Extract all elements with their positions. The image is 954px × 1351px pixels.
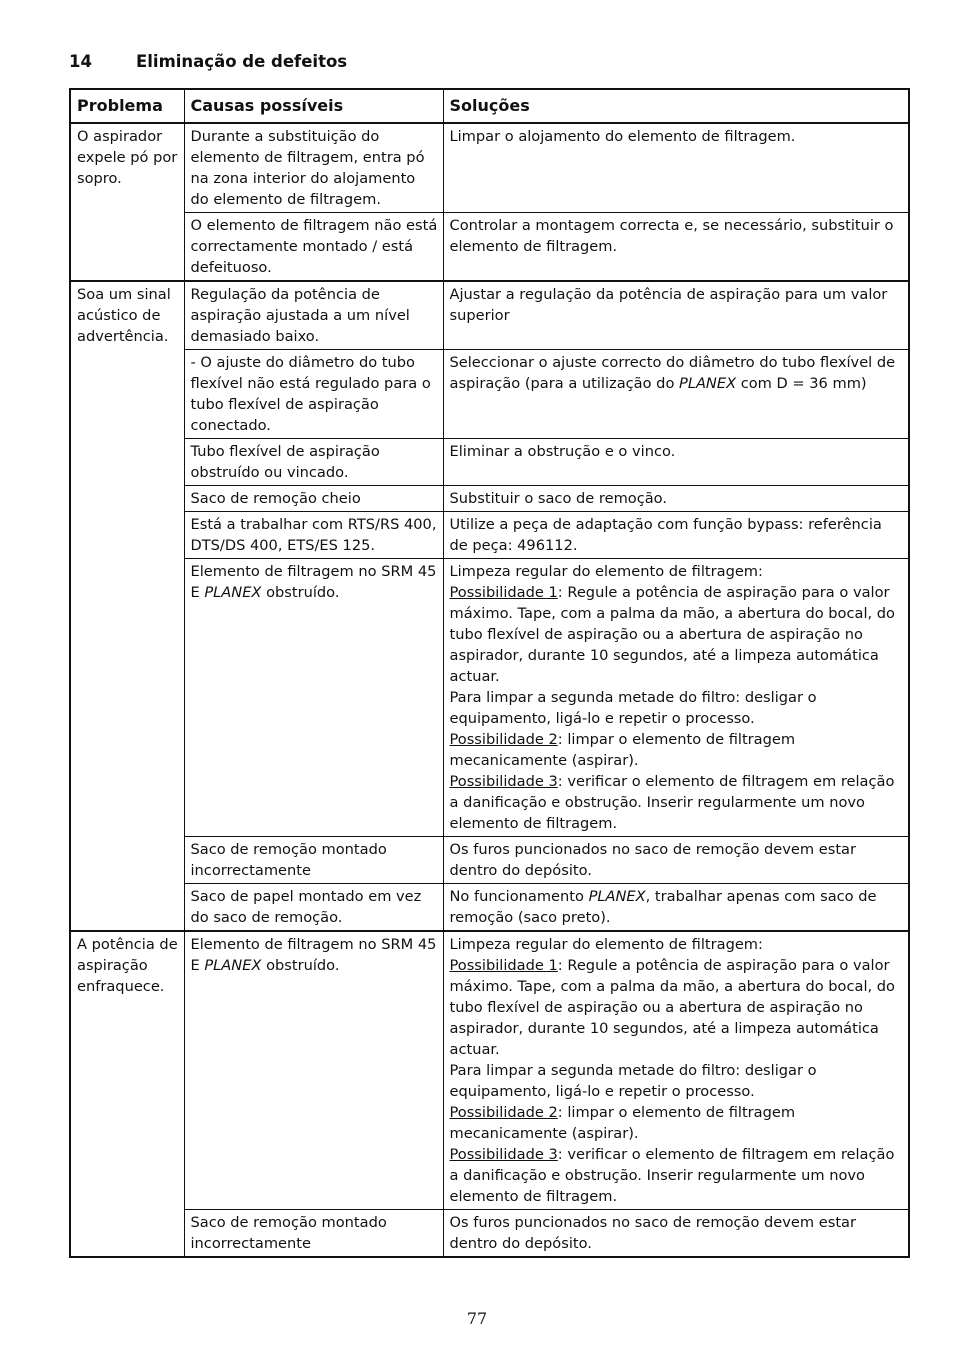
cause-cell: - O ajuste do diâmetro do tubo flexível não está regulado para o tubo flexível de aspiração conectado. — [184, 350, 443, 439]
solution-paragraph: Seleccionar o ajuste correcto do diâmetro do tubo flexível de aspiração (para a utilização do PLANEX com D = 36 mm) — [449, 354, 896, 392]
table-header-row — [70, 89, 909, 123]
solution-paragraph: Possibilidade 2: limpar o elemento de filtragem mecanicamente (aspirar). — [449, 731, 796, 769]
cause-cell: Regulação da potência de aspiração ajustada a um nível demasiado baixo. — [184, 281, 443, 350]
solution-paragraph: Os furos puncionados no saco de remoção devem estar dentro do depósito. — [449, 841, 856, 879]
header-causes: Causas possíveis — [184, 89, 443, 123]
solution-cell — [443, 281, 909, 350]
table-row — [70, 486, 909, 512]
solution-paragraph: Possibilidade 3: verificar o elemento de filtragem em relação a danificação e obstrução. Inserir regularmente um novo elemento de filtragem. — [449, 1146, 895, 1205]
solution-cell — [443, 837, 909, 884]
table-row — [70, 559, 909, 837]
cause-cell: Saco de remoção cheio — [184, 486, 443, 512]
solution-paragraph: Utilize a peça de adaptação com função bypass: referência de peça: 496112. — [449, 516, 882, 554]
table-row — [70, 281, 909, 350]
cause-cell: Saco de remoção montado incorrectamente — [184, 1210, 443, 1258]
table-row — [70, 123, 909, 213]
solution-paragraph: Controlar a montagem correcta e, se necessário, substituir o elemento de filtragem. — [449, 217, 894, 255]
table-row — [70, 439, 909, 486]
problem-cell: O aspirador expele pó por sopro. — [70, 123, 184, 281]
solution-cell — [443, 350, 909, 439]
solution-paragraph: Possibilidade 1: Regule a potência de aspiração para o valor máximo. Tape, com a palma da mão, a abertura do bocal, do tubo flexível de aspiração ou a abertura de aspiração no aspirador, durante 10 segundos, até a limpeza automática actuar. — [449, 957, 895, 1058]
solution-paragraph: Ajustar a regulação da potência de aspiração para um valor superior — [449, 286, 888, 324]
page-number: 77 — [466, 1309, 488, 1328]
solution-cell — [443, 1210, 909, 1258]
table-row — [70, 512, 909, 559]
solution-cell — [443, 512, 909, 559]
solution-paragraph: Possibilidade 2: limpar o elemento de filtragem mecanicamente (aspirar). — [449, 1104, 796, 1142]
section-title: Eliminação de defeitos — [136, 52, 348, 71]
cause-cell: Tubo flexível de aspiração obstruído ou vincado. — [184, 439, 443, 486]
solution-cell — [443, 559, 909, 837]
problem-cell: A potência de aspiração enfraquece. — [70, 931, 184, 1257]
section-number: 14 — [69, 52, 92, 71]
solution-paragraph: Eliminar a obstrução e o vinco. — [449, 443, 676, 460]
solution-paragraph: Possibilidade 3: verificar o elemento de filtragem em relação a danificação e obstrução. Inserir regularmente um novo elemento de filtragem. — [449, 773, 895, 832]
table-body — [70, 123, 909, 1257]
solution-cell — [443, 931, 909, 1210]
solution-paragraph: Para limpar a segunda metade do filtro: desligar o equipamento, ligá-lo e repetir o processo. — [449, 1062, 817, 1100]
header-solutions: Soluções — [443, 89, 909, 123]
table-row — [70, 350, 909, 439]
table-row — [70, 1210, 909, 1258]
cause-cell: Elemento de filtragem no SRM 45 E PLANEX obstruído. — [184, 559, 443, 837]
table-row — [70, 213, 909, 282]
solution-paragraph: Limpeza regular do elemento de filtragem: — [449, 936, 763, 953]
header-problem: Problema — [70, 89, 184, 123]
solution-cell — [443, 486, 909, 512]
solution-cell — [443, 439, 909, 486]
solution-paragraph: Limpar o alojamento do elemento de filtragem. — [449, 128, 796, 145]
solution-paragraph: No funcionamento PLANEX, trabalhar apenas com saco de remoção (saco preto). — [449, 888, 877, 926]
cause-cell: Saco de papel montado em vez do saco de remoção. — [184, 884, 443, 932]
solution-paragraph: Possibilidade 1: Regule a potência de aspiração para o valor máximo. Tape, com a palma da mão, a abertura do bocal, do tubo flexível de aspiração ou a abertura de aspiração no aspirador, durante 10 segundos, até a limpeza automática actuar. — [449, 584, 895, 685]
cause-cell: O elemento de filtragem não está correctamente montado / está defeituoso. — [184, 213, 443, 282]
solution-cell — [443, 213, 909, 282]
solution-paragraph: Para limpar a segunda metade do filtro: desligar o equipamento, ligá-lo e repetir o processo. — [449, 689, 817, 727]
solution-paragraph: Substituir o saco de remoção. — [449, 490, 667, 507]
solution-cell — [443, 884, 909, 932]
table-row — [70, 884, 909, 932]
cause-cell: Saco de remoção montado incorrectamente — [184, 837, 443, 884]
cause-cell: Durante a substituição do elemento de filtragem, entra pó na zona interior do alojamento do elemento de filtragem. — [184, 123, 443, 213]
cause-cell: Está a trabalhar com RTS/RS 400, DTS/DS 400, ETS/ES 125. — [184, 512, 443, 559]
section-heading — [69, 52, 347, 71]
cause-cell: Elemento de filtragem no SRM 45 E PLANEX obstruído. — [184, 931, 443, 1210]
solution-paragraph: Limpeza regular do elemento de filtragem: — [449, 563, 763, 580]
solution-paragraph: Os furos puncionados no saco de remoção devem estar dentro do depósito. — [449, 1214, 856, 1252]
table-row — [70, 837, 909, 884]
table-row — [70, 931, 909, 1210]
problem-cell: Soa um sinal acústico de advertência. — [70, 281, 184, 931]
solution-cell — [443, 123, 909, 213]
troubleshooting-table — [69, 88, 910, 1258]
